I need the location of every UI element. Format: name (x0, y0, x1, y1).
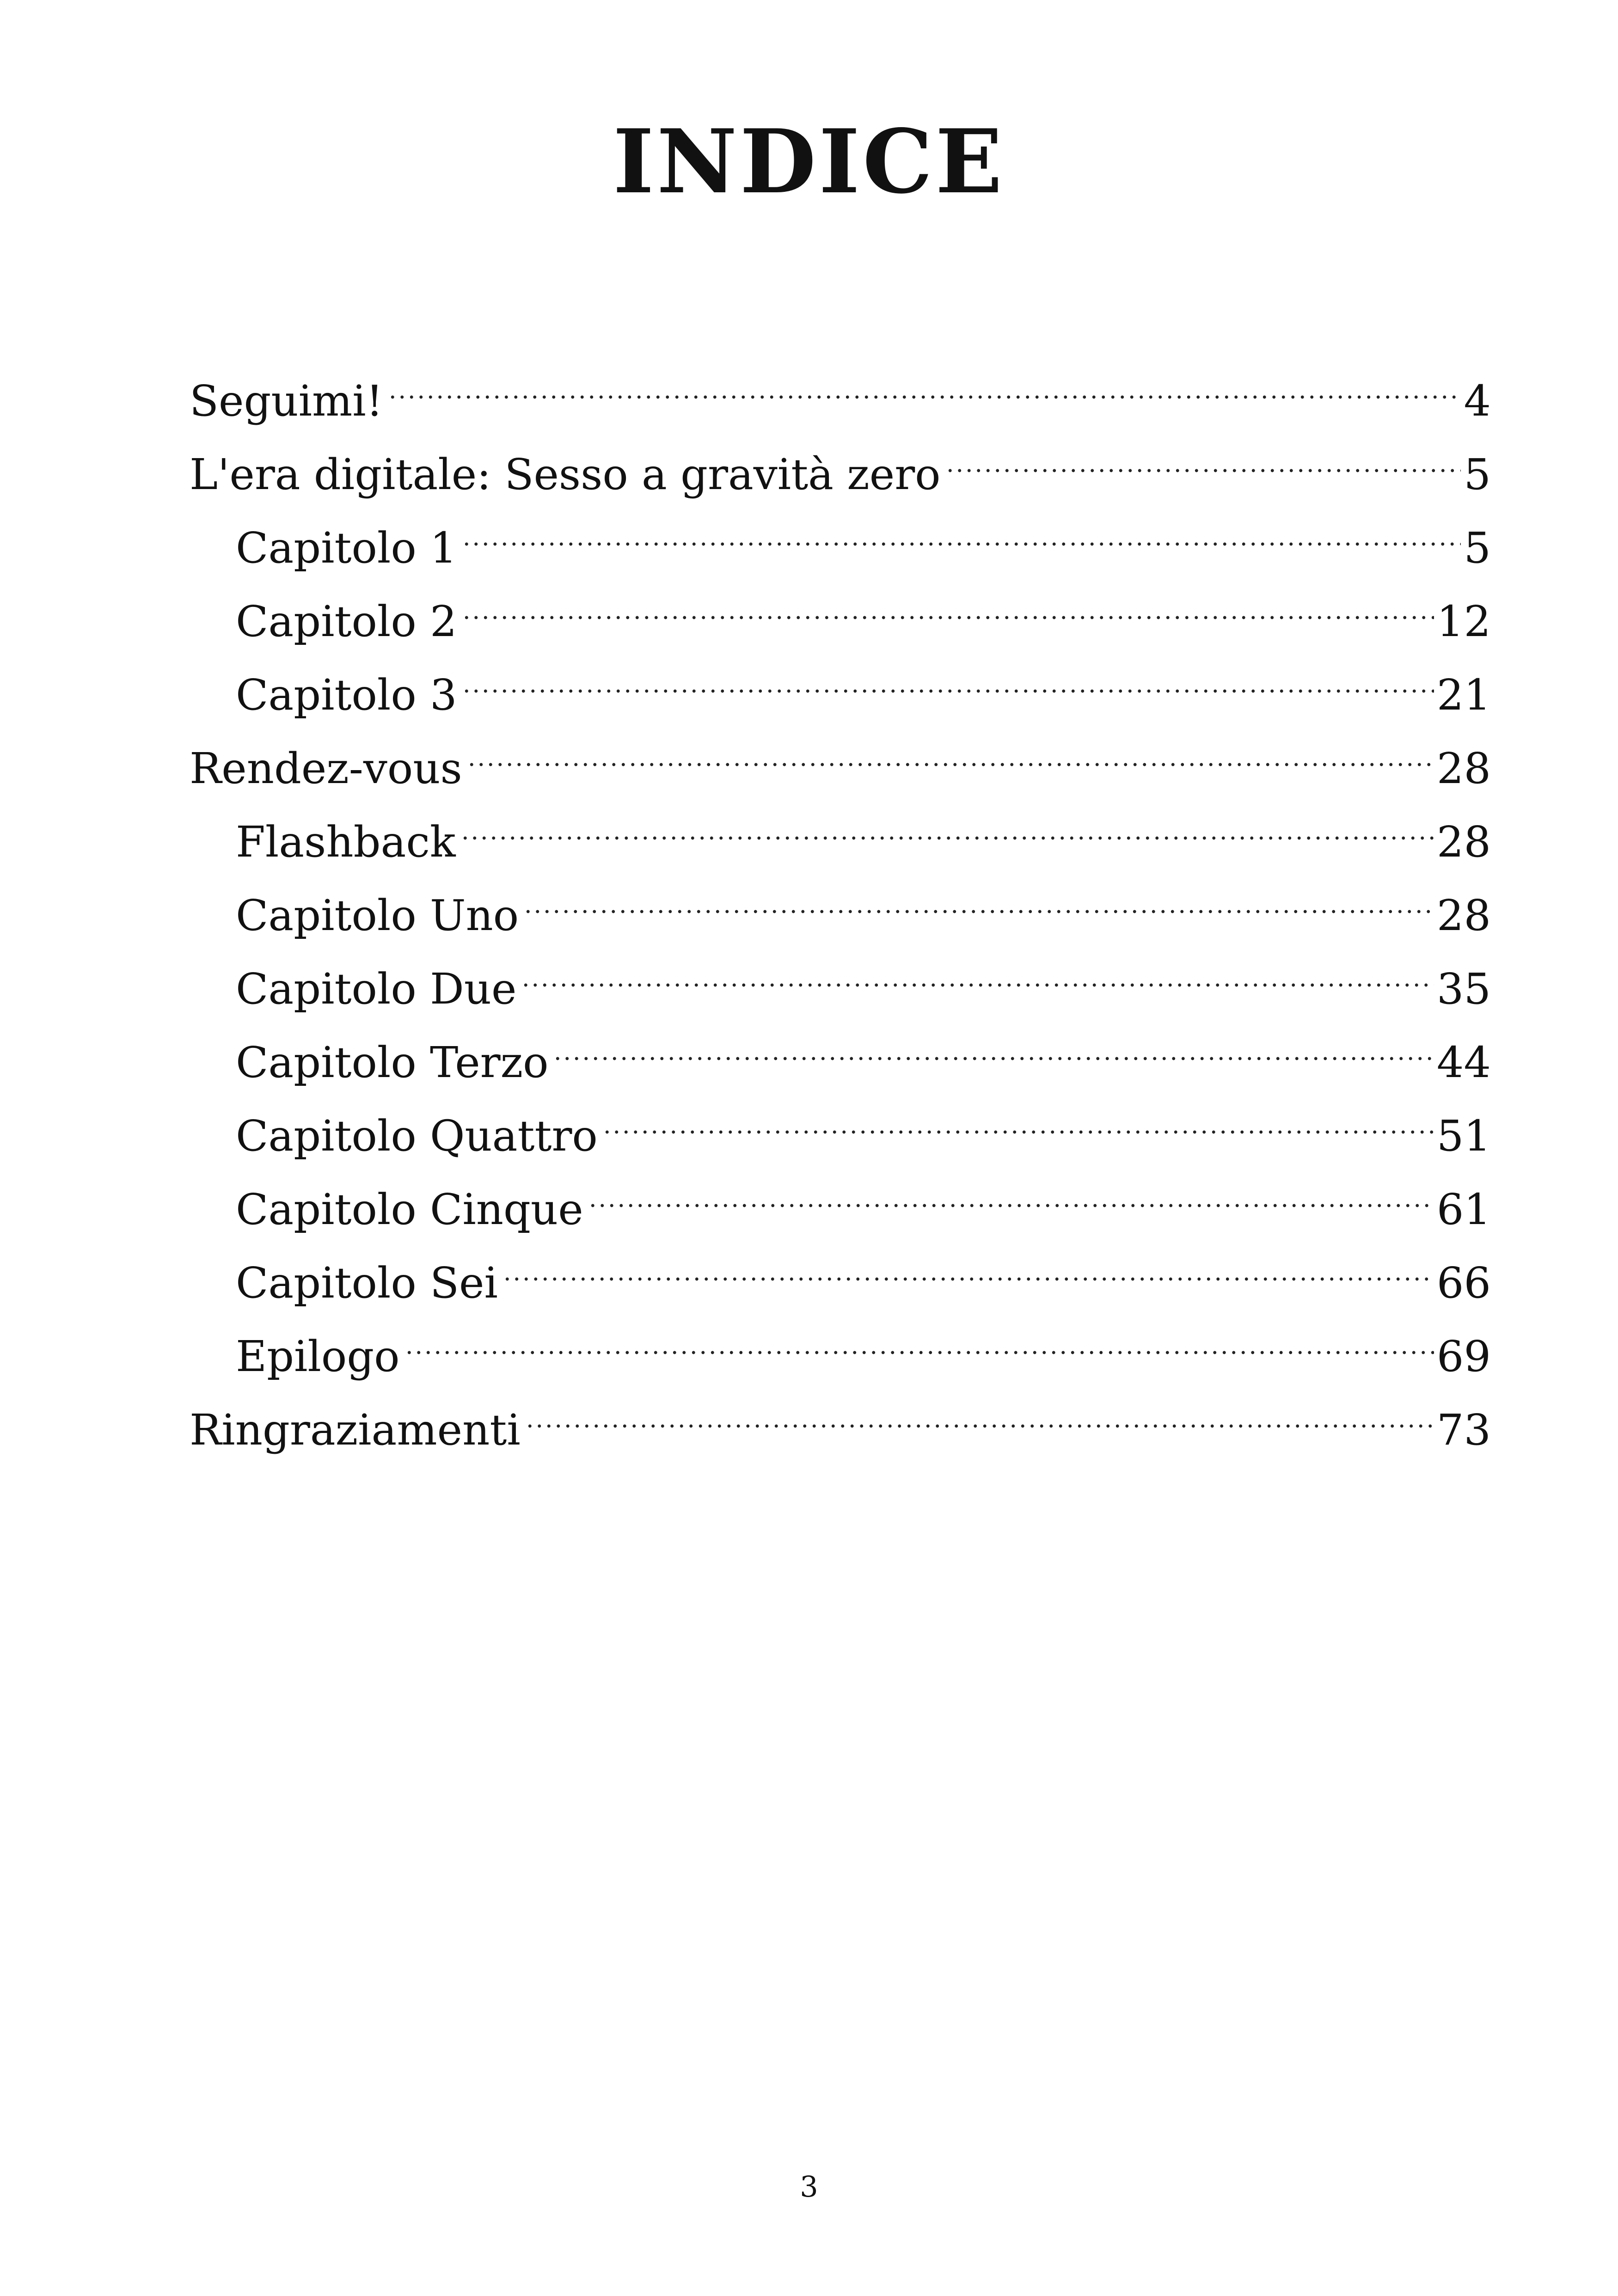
toc-entry-label: Capitolo 1 (236, 523, 457, 573)
toc-entry-page: 61 (1436, 1185, 1491, 1234)
toc-entry-label: Ringraziamenti (190, 1405, 521, 1455)
toc-entry-label: Capitolo Sei (236, 1258, 498, 1308)
toc-entry-page: 51 (1436, 1111, 1491, 1161)
dot-leader (462, 636, 1434, 710)
dot-leader (462, 563, 1434, 636)
toc-entry-page: 44 (1436, 1038, 1491, 1087)
toc-entry-label: Capitolo Quattro (236, 1111, 598, 1161)
toc-entry-page: 66 (1436, 1258, 1491, 1308)
toc-entry-label: Capitolo 3 (236, 670, 457, 720)
toc-entry-label: Capitolo Cinque (236, 1185, 583, 1234)
toc-entry-label: Flashback (236, 817, 456, 867)
toc-entry-page: 69 (1436, 1332, 1491, 1381)
dot-leader (521, 930, 1434, 1004)
dot-leader (388, 342, 1461, 416)
toc-entry-label: Capitolo Due (236, 964, 517, 1014)
toc-entry-page: 4 (1464, 376, 1491, 426)
table-of-contents (190, 342, 1491, 1455)
toc-entry-label: Rendez-vous (190, 744, 462, 793)
toc-entry-page: 35 (1436, 964, 1491, 1014)
toc-entry-label: Capitolo Terzo (236, 1038, 549, 1087)
toc-entry-page: 73 (1436, 1405, 1491, 1455)
dot-leader (588, 1151, 1434, 1224)
toc-entry-page: 28 (1436, 891, 1491, 940)
toc-entry[interactable] (190, 416, 1491, 499)
dot-leader (404, 1298, 1434, 1371)
dot-leader (553, 1004, 1434, 1077)
toc-entry-label: Capitolo 2 (236, 597, 457, 646)
toc-entry-label: Capitolo Uno (236, 891, 519, 940)
dot-leader (523, 857, 1434, 930)
page-number: 3 (800, 2170, 818, 2204)
dot-leader (602, 1077, 1434, 1151)
page-title: INDICE (613, 110, 1005, 213)
toc-entry-label: L'era digitale: Sesso a gravità zero (190, 450, 941, 499)
toc-entry-page: 28 (1436, 744, 1491, 793)
toc-entry-page: 5 (1464, 450, 1491, 499)
toc-entry-page: 5 (1464, 523, 1491, 573)
dot-leader (460, 783, 1434, 857)
dot-leader (525, 1371, 1434, 1445)
toc-entry-page: 28 (1436, 817, 1491, 867)
dot-leader (462, 489, 1461, 563)
toc-entry-label: Epilogo (236, 1332, 400, 1381)
dot-leader (467, 710, 1434, 783)
toc-entry-page: 12 (1436, 597, 1491, 646)
toc-entry-label: Seguimi! (190, 376, 383, 426)
toc-entry[interactable] (190, 342, 1491, 426)
toc-entry-page: 21 (1436, 670, 1491, 720)
dot-leader (503, 1224, 1434, 1298)
dot-leader (945, 416, 1461, 489)
